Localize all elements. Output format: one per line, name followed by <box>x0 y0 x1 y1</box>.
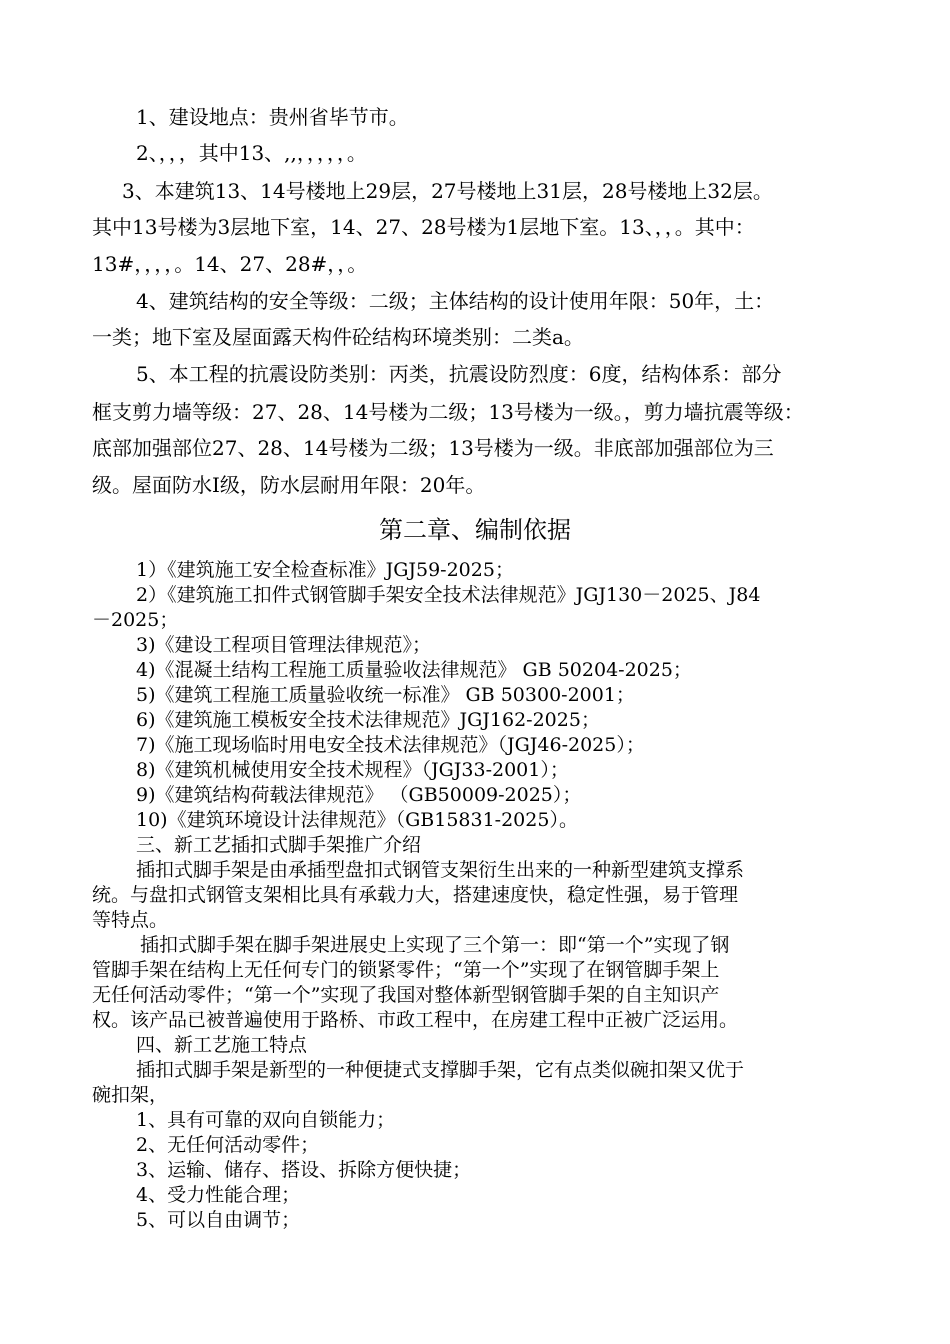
basis-item-10: 10)《建筑环境设计法律规范》（GB15831-2025）。 <box>136 809 578 831</box>
intro-line-1: 1、建设地点：贵州省毕节市。 <box>136 105 409 129</box>
section3-para2-line1: 插扣式脚手架在脚手架进展史上实现了三个第一：即“第一个”实现了钢 <box>140 934 730 956</box>
section4-para-line1: 插扣式脚手架是新型的一种便捷式支撑脚手架，它有点类似碗扣架又优于 <box>136 1059 745 1081</box>
section4-para-line2: 碗扣架， <box>92 1084 169 1106</box>
section4-item-4: 4、受力性能合理； <box>136 1184 301 1206</box>
basis-item-1: 1）《建筑施工安全检查标准》JGJ59-2025； <box>136 559 514 581</box>
section3-para2-line4: 权。该产品已被普遍使用于路桥、市政工程中，在房建工程中正被广泛运用。 <box>92 1009 739 1031</box>
section3-para1-line3: 等特点。 <box>92 909 169 931</box>
basis-item-3: 3)《建设工程项目管理法律规范》； <box>136 634 432 656</box>
basis-item-9: 9)《建筑结构荷载法律规范》 （GB50009-2025）； <box>136 784 582 806</box>
intro-line-10: 底部加强部位27、28、14号楼为二级；13号楼为一级。非底部加强部位为三 <box>92 436 774 460</box>
intro-line-4: 其中13号楼为3层地下室，14、27、28号楼为1层地下室。13、，，。其中： <box>92 215 755 239</box>
intro-line-6: 4、建筑结构的安全等级：二级；主体结构的设计使用年限：50年，土： <box>136 289 775 313</box>
intro-line-5: 13#，，，，。14、27、28#，，。 <box>92 252 368 276</box>
basis-item-7: 7)《施工现场临时用电安全技术法律规范》（JGJ46-2025）； <box>136 734 645 756</box>
intro-line-2: 2、，，，其中13、,,，，，，，。 <box>136 141 367 165</box>
section4-item-3: 3、运输、储存、搭设、拆除方便快捷； <box>136 1159 472 1181</box>
chapter-title: 第二章、编制依据 <box>379 516 571 544</box>
section4-item-2: 2、无任何活动零件； <box>136 1134 320 1156</box>
basis-item-8: 8)《建筑机械使用安全技术规程》（JGJ33-2001）； <box>136 759 569 781</box>
basis-item-4: 4)《混凝土结构工程施工质量验收法律规范》 GB 50204-2025； <box>136 659 692 681</box>
section4-heading: 四、新工艺施工特点 <box>136 1034 308 1056</box>
section3-para2-line2: 管脚手架在结构上无任何专门的锁紧零件；“第一个”实现了在钢管脚手架上 <box>92 959 720 981</box>
intro-line-9: 框支剪力墙等级：27、28、14号楼为二级；13号楼为一级。，剪力墙抗震等级： <box>92 400 804 424</box>
basis-item-2: 2）《建筑施工扣件式钢管脚手架安全技术法律规范》JGJ130－2025、J84 <box>136 584 761 606</box>
basis-item-2-cont: －2025； <box>92 609 179 631</box>
section3-para1-line1: 插扣式脚手架是由承插型盘扣式钢管支架衍生出来的一种新型建筑支撑系 <box>136 859 745 881</box>
section3-heading: 三、新工艺插扣式脚手架推广介绍 <box>136 834 422 856</box>
intro-line-11: 级。屋面防水Ⅰ级，防水层耐用年限：20年。 <box>92 473 486 497</box>
section3-para1-line2: 统。与盘扣式钢管支架相比具有承载力大，搭建速度快，稳定性强，易于管理 <box>92 884 739 906</box>
section3-para2-line3: 无任何活动零件；“第一个”实现了我国对整体新型钢管脚手架的自主知识产 <box>92 984 720 1006</box>
section4-item-1: 1、具有可靠的双向自锁能力； <box>136 1109 396 1131</box>
basis-item-5: 5)《建筑工程施工质量验收统一标准》 GB 50300-2001； <box>136 684 635 706</box>
intro-line-7: 一类；地下室及屋面露天构件砼结构环境类别：二类a。 <box>92 325 584 349</box>
intro-line-3: 3、本建筑13、14号楼地上29层，27号楼地上31层，28号楼地上32层。 <box>122 179 773 203</box>
basis-item-6: 6)《建筑施工模板安全技术法律规范》JGJ162-2025； <box>136 709 600 731</box>
section4-item-5: 5、可以自由调节； <box>136 1209 301 1231</box>
intro-line-8: 5、本工程的抗震设防类别：丙类，抗震设防烈度：6度，结构体系：部分 <box>136 362 782 386</box>
